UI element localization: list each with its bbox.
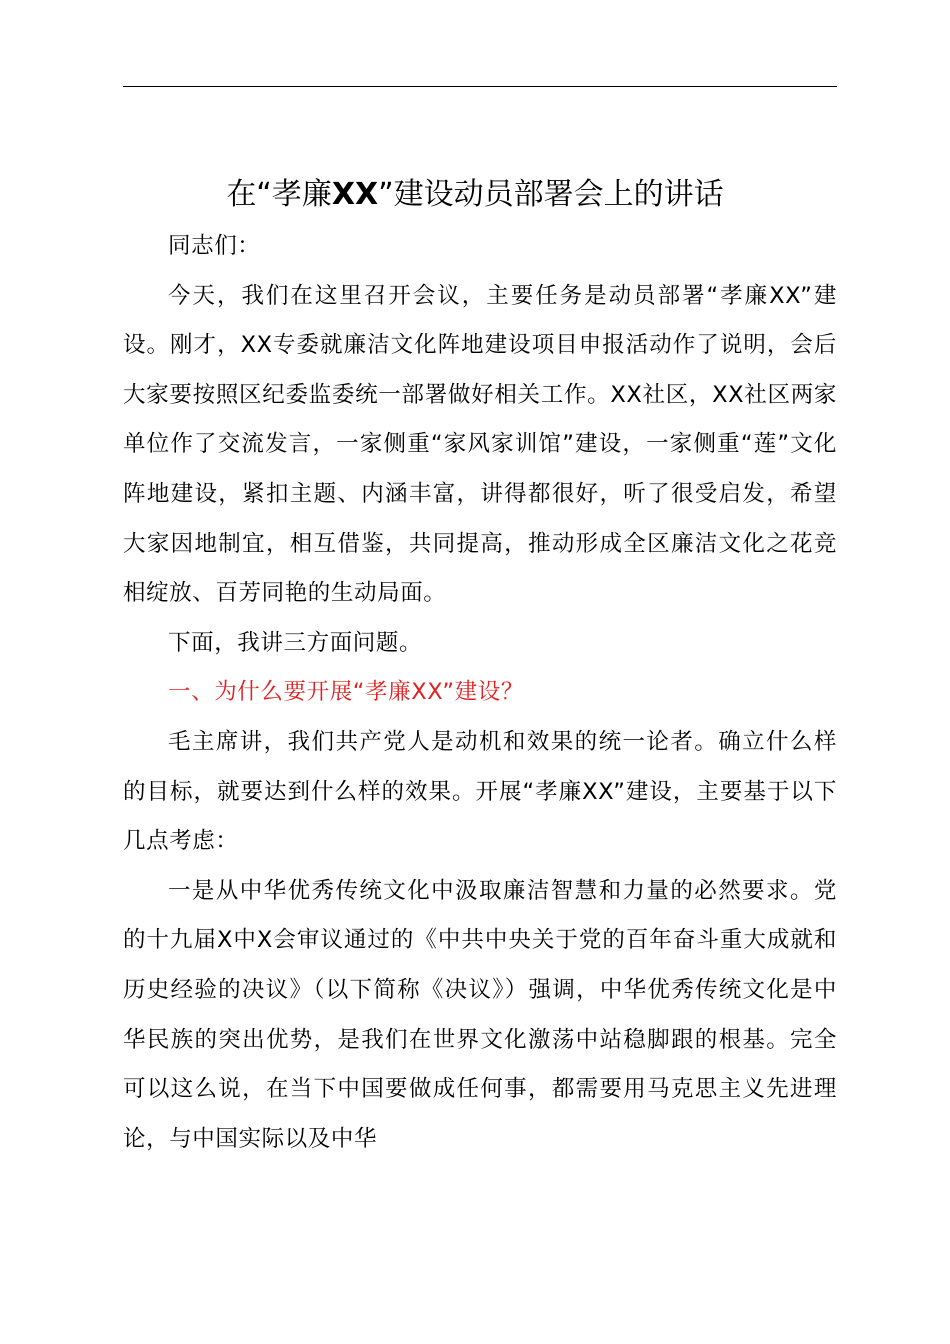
section-heading-1: 一、为什么要开展“孝廉XX”建设？ (168, 679, 524, 706)
title-suffix: ”建设动员部署会上的讲话 (378, 177, 724, 213)
speech-body (123, 222, 837, 1164)
title-latin: XX (331, 177, 379, 213)
title-prefix: 在“孝廉 (226, 177, 332, 213)
page-title (0, 170, 950, 220)
section-1-paragraph: 毛主席讲，我们共产党人是动机和效果的统一论者。确立什么样的目标，就要达到什么样的效果。开展“孝廉XX”建设，主要基于以下几点考虑： (123, 728, 837, 855)
point-1-paragraph: 一是从中华优秀传统文化中汲取廉洁智慧和力量的必然要求。党的十九届X中X会审议通过的《中共中央关于党的百年奋斗重大成就和历史经验的决议》（以下简称《决议》）强调，中华优秀传统文化是中华民族的突出优势，是我们在世界文化激荡中站稳脚跟的根基。完全可以这么说，在当下中国要做成任何事，都需要用马克思主义先进理论，与中国实际以及中华 (123, 877, 837, 1152)
salutation: 同志们： (168, 233, 261, 259)
header-rule (123, 86, 837, 87)
transition-paragraph: 下面，我讲三方面问题。 (168, 629, 423, 656)
intro-paragraph: 今天，我们在这里召开会议，主要任务是动员部署“孝廉XX”建设。刚才，XX专委就廉洁文化阵地建设项目申报活动作了说明，会后大家要按照区纪委监委统一部署做好相关工作。XX社区，XX社区两家单位作了交流发言，一家侧重“家风家训馆”建设，一家侧重“莲”文化阵地建设，紧扣主题、内涵丰富，讲得都很好，听了很受启发，希望大家因地制宜，相互借鉴，共同提高，推动形成全区廉洁文化之花竞相绽放、百芳同艳的生动局面。 (123, 282, 837, 607)
